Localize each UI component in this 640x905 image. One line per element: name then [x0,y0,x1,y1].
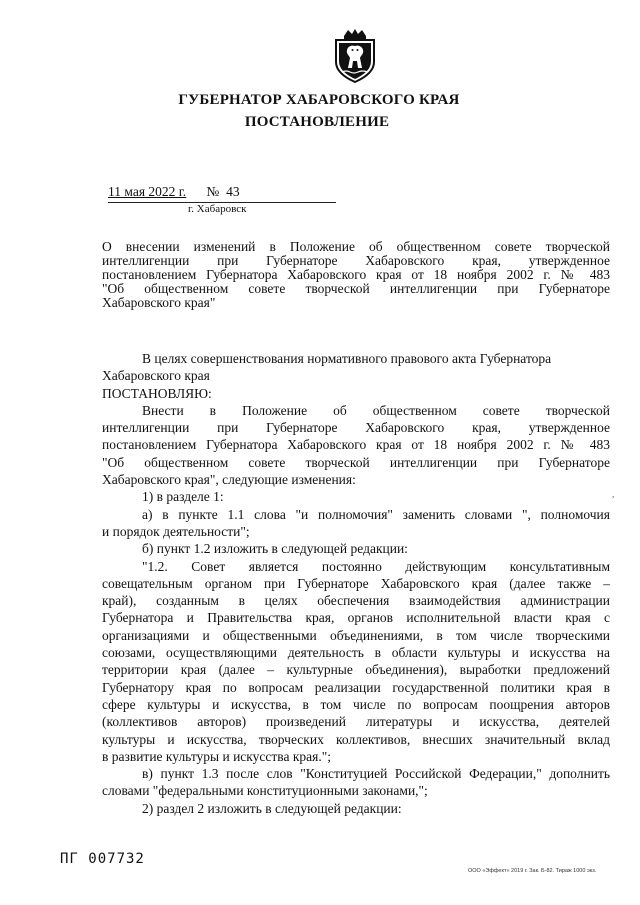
document-body [102,350,610,817]
document-date: 11 мая 2022 г. [108,184,187,199]
paragraph-line: совещательным органом при Губернаторе Хабаровского края (далее также – [102,575,610,591]
printer-imprint: ООО «Эффект» 2019 г. Зак. Б-82. Тираж 1000 экз. [468,868,597,874]
preamble-line: Хабаровского края [102,368,210,384]
paragraph-line: организациями и общественными объединениями, в том числе творческими [102,627,610,643]
decree-word: ПОСТАНОВЛЯЮ: [102,385,212,401]
paragraph-line: 1) в разделе 1: [142,489,224,505]
paragraph-line: территории края (далее – культурные объединения), выработки предложений [102,662,610,678]
paragraph-line: Внести в Положение об общественном совете творческой [142,402,610,418]
document-number: 43 [226,184,240,199]
authority-title: ГУБЕРНАТОР ХАБАРОВСКОГО КРАЯ [178,92,460,108]
paragraph-line: (коллективов авторов) произведений литературы и искусства, деятелей [102,714,610,730]
paragraph-line: Губернатора и Правительства края, органов исполнительной власти края с [102,610,610,626]
paragraph-line: постановлением Губернатора Хабаровского края от 18 ноября 2002 г. № 483 [102,437,610,453]
subject-line: "Об общественном совете творческой интеллигенции при Губернаторе [102,281,610,296]
paragraph-line: в развитие культуры и искусства края."; [102,748,332,764]
subject-line: О внесении изменений в Положение об общественном совете творческой [102,239,610,254]
coat-of-arms-emblem [330,28,380,84]
subject-line: постановлением Губернатора Хабаровского края от 18 ноября 2002 г. № 483 [102,267,610,282]
paragraph-line: сфере культуры и искусства, в том числе по вопросам поощрения авторов [102,696,610,712]
paragraph-line: край), созданным в целях обеспечения взаимодействия администрации [102,593,610,609]
preamble-line: В целях совершенствования нормативного правового акта Губернатора [142,351,552,366]
paragraph-line: 2) раздел 2 изложить в следующей редакции: [142,800,402,816]
paragraph-line: "1.2. Совет является постоянно действующим консультативным [142,558,610,574]
document-subject [102,240,610,310]
paragraph-line: б) пункт 1.2 изложить в следующей редакции: [142,541,408,557]
document-type-title: ПОСТАНОВЛЕНИЕ [244,114,390,130]
paragraph-line: союзами, осуществляющими деятельность в области культуры и искусства на [102,645,610,661]
paragraph-line: Хабаровского края", следующие изменения: [102,472,356,488]
paragraph-line: а) в пункте 1.1 слова "и полномочия" заменить словами ", полномочия [142,506,610,522]
paragraph-line: интеллигенции при Губернаторе Хабаровского края, утвержденное [102,420,610,436]
city-label: г. Хабаровск [188,203,247,215]
margin-mark: , [612,489,615,499]
paragraph-line: Губернатору края по вопросам реализации государственной политики края в [102,679,610,695]
date-number-line [108,184,240,200]
subject-line: Хабаровского края" [102,295,216,310]
subject-line: интеллигенции при Губернаторе Хабаровского края, утвержденное [102,253,610,268]
paragraph-line: "Об общественном совете творческой интеллигенции при Губернаторе [102,454,610,470]
paragraph-line: и порядок деятельности"; [102,523,250,539]
form-serial-number: ПГ 007732 [60,851,145,867]
number-label: № [206,184,220,199]
paragraph-line: в) пункт 1.3 после слов "Конституцией Российской Федерации," дополнить [142,766,610,782]
paragraph-line: словами "федеральными конституционными законами,"; [102,783,428,799]
paragraph-line: культуры и искусства, творческих коллективов, внесших значительный вклад [102,731,610,747]
